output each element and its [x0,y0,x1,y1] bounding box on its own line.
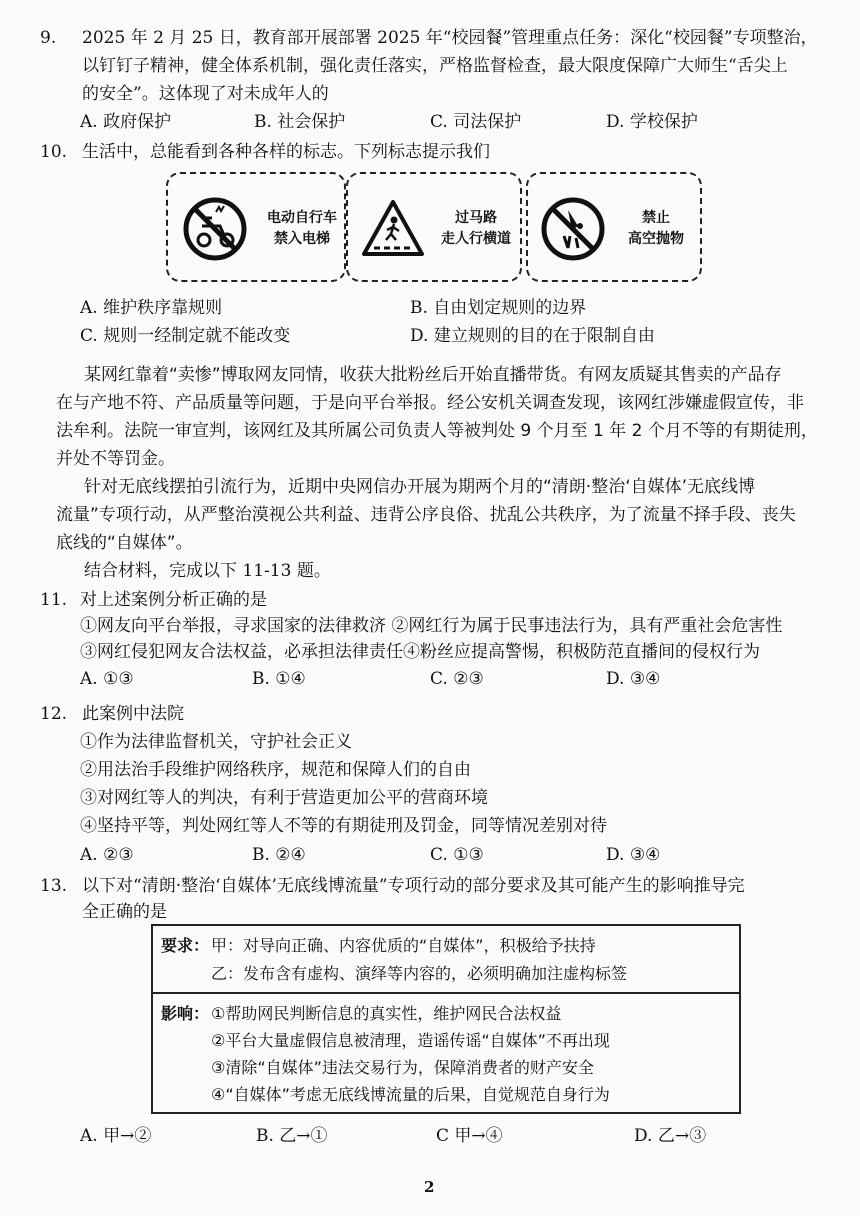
q9-number: 9. [40,28,57,48]
material-p2-line-1: 针对无底线摆拍引流行为，近期中央网信办开展为期两个月的“清朗·整治‘自媒体’无底线博 [84,477,756,497]
q12-option-d: D. ③④ [606,845,661,865]
q11-item-line-1: ①网友向平台举报，寻求国家的法律救济 ②网红行为属于民事违法行为，具有严重社会危害性 [80,616,783,636]
q12-option-b: B. ②④ [252,845,306,865]
page-number: 2 [424,1178,435,1196]
sign-1-line-1: 电动自行车 [267,210,337,226]
q13-option-c: C 甲→④ [436,1126,503,1146]
requirements-heading: 要求： [161,936,210,955]
q10-option-a: A. 维护秩序靠规则 [80,298,223,318]
material-p2-line-3: 底线的“自媒体”。 [56,533,193,553]
material-p1-line-3: 法牟利。法院一审宣判，该网红及其所属公司负责人等被判处 9 个月至 1 年 2 个月不等的有期徒刑， [56,421,818,441]
requirement-yi: 乙：发布含有虚构、演绎等内容的，必须明确加注虚构标签 [211,964,628,983]
q9-stem-line-3: 的安全”。这体现了对未成年人的 [82,84,329,104]
q10-signs [166,172,704,288]
q9-option-b: B. 社会保护 [254,112,346,132]
effect-1: ①帮助网民判断信息的真实性，维护网民合法权益 [211,1004,562,1023]
effect-2: ②平台大量虚假信息被清理，造谣传谣“自媒体”不再出现 [211,1031,610,1050]
requirements-effects-box [151,924,741,1114]
material-instruction: 结合材料，完成以下 11-13 题。 [84,561,331,581]
q13-number: 13. [40,876,68,896]
q9-option-d: D. 学校保护 [606,112,698,132]
q9-option-c: C. 司法保护 [430,112,522,132]
material-p1-line-4: 并处不等罚金。 [56,449,175,469]
effect-4: ④“自媒体”考虑无底线博流量的后果，自觉规范自身行为 [211,1085,610,1104]
q10-option-c: C. 规则一经制定就不能改变 [80,326,291,346]
sign-2-line-2: 走人行横道 [441,231,511,247]
q11-stem: 对上述案例分析正确的是 [80,590,267,610]
q11-option-a: A. ①③ [80,669,134,689]
crosswalk-icon [360,196,426,262]
q13-stem-line-1: 以下对“清朗·整治‘自媒体’无底线博流量”专项行动的部分要求及其可能产生的影响推导完 [82,876,745,896]
material-p1-line-2: 在与产地不符、产品质量等问题，于是向平台举报。经公安机关调查发现，该网红涉嫌虚假宣传，非 [56,393,804,413]
no-ebike-icon [182,196,248,262]
q11-option-d: D. ③④ [606,669,661,689]
sign-no-ebike [166,172,346,282]
q13-option-b: B. 乙→① [256,1126,328,1146]
q12-item-3: ③对网红等人的判决，有利于营造更加公平的营商环境 [80,788,488,808]
q11-item-line-2: ③网红侵犯网友合法权益，必承担法律责任④粉丝应提高警惕，积极防范直播间的侵权行为 [80,642,760,662]
q10-option-d: D. 建立规则的目的在于限制自由 [410,326,655,346]
q10-option-b: B. 自由划定规则的边界 [410,298,587,318]
effects-heading: 影响： [161,1004,210,1023]
requirement-jia: 甲：对导向正确、内容优质的“自媒体”，积极给予扶持 [211,936,596,955]
q12-stem: 此案例中法院 [82,704,184,724]
effect-3: ③清除“自媒体”违法交易行为，保障消费者的财产安全 [211,1058,594,1077]
q12-number: 12. [40,704,68,724]
sign-3-line-2: 高空抛物 [628,231,684,247]
q11-number: 11. [40,590,68,610]
box-divider [153,992,739,994]
q13-option-d: D. 乙→③ [634,1126,707,1146]
q11-option-c: C. ②③ [430,669,484,689]
sign-crosswalk [346,172,522,282]
q10-number: 10. [40,142,68,162]
sign-no-throwing [526,172,702,282]
sign-2-line-1: 过马路 [455,210,497,226]
q12-item-1: ①作为法律监督机关，守护社会正义 [80,732,352,752]
q13-stem-line-2: 全正确的是 [82,902,167,922]
q9-stem-line-1: 2025 年 2 月 25 日，教育部开展部署 2025 年“校园餐”管理重点任务：深化“校园餐”专项整治， [82,28,818,48]
q12-item-2: ②用法治手段维护网络秩序，规范和保障人们的自由 [80,760,471,780]
no-throwing-icon [540,196,606,262]
q12-option-a: A. ②③ [80,845,134,865]
material-p2-line-2: 流量”专项行动，从严整治漠视公共利益、违背公序良俗、扰乱公共秩序，为了流量不择手段、丧失 [56,505,796,525]
q13-option-a: A. 甲→② [80,1126,152,1146]
q10-stem: 生活中，总能看到各种各样的标志。下列标志提示我们 [82,142,490,162]
sign-3-line-1: 禁止 [642,210,670,226]
q12-item-4: ④坚持平等，判处网红等人不等的有期徒刑及罚金，同等情况差别对待 [80,816,607,836]
sign-1-line-2: 禁入电梯 [274,231,330,247]
q11-option-b: B. ①④ [252,669,306,689]
q12-option-c: C. ①③ [430,845,484,865]
q9-stem-line-2: 以钉钉子精神，健全体系机制，强化责任落实，严格监督检查，最大限度保障广大师生“舌尖上 [82,56,788,76]
material-p1-line-1: 某网红靠着“卖惨”博取网友同情，收获大批粉丝后开始直播带货。有网友质疑其售卖的产品存 [84,365,782,385]
q9-option-a: A. 政府保护 [80,112,172,132]
